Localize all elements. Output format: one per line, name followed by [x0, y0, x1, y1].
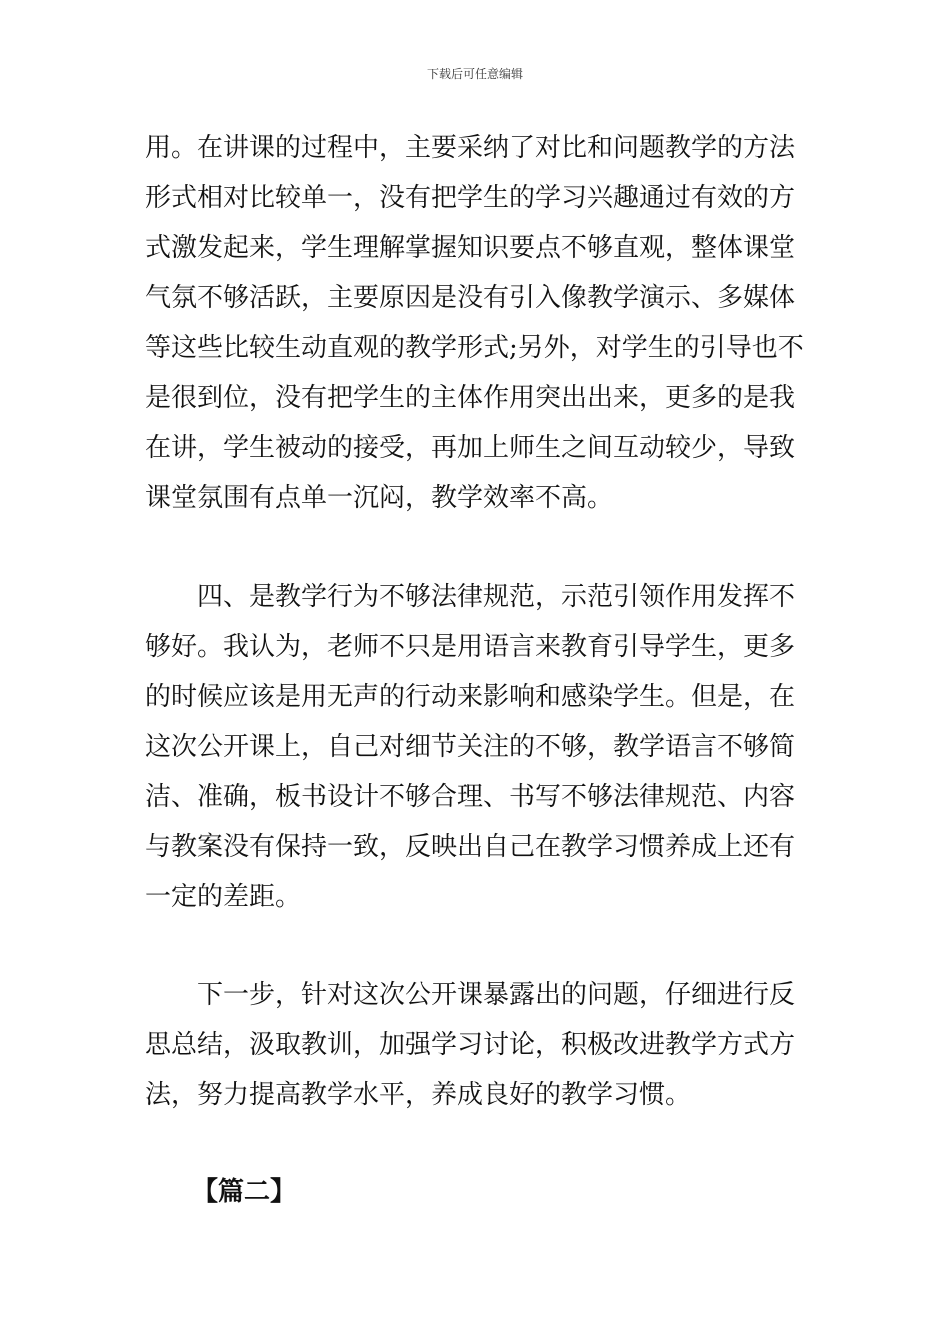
paragraph-2-line-5: 洁、准确，板书设计不够合理、书写不够法律规范、内容: [145, 782, 796, 812]
paragraph-1-line-8: 课堂氛围有点单一沉闷，教学效率不高。: [145, 483, 614, 513]
paragraph-2-line-6: 与教案没有保持一致，反映出自己在教学习惯养成上还有: [145, 832, 796, 862]
paragraph-3-line-1: 下一步，针对这次公开课暴露出的问题，仔细进行反: [197, 980, 796, 1010]
section-heading: 【篇二】: [192, 1177, 297, 1207]
paragraph-3-line-2: 思总结，汲取教训，加强学习讨论，积极改进教学方式方: [145, 1030, 796, 1060]
paragraph-2-line-4: 这次公开课上，自己对细节关注的不够，教学语言不够简: [145, 732, 796, 762]
paragraph-3-line-3: 法，努力提高教学水平，养成良好的教学习惯。: [145, 1080, 692, 1110]
paragraph-1-line-5: 等这些比较生动直观的教学形式;另外，对学生的引导也不: [145, 333, 804, 363]
header-note: 下载后可任意编辑: [426, 67, 523, 81]
paragraph-1-line-1: 用。在讲课的过程中，主要采纳了对比和问题教学的方法: [145, 133, 796, 163]
paragraph-1-line-3: 式激发起来，学生理解掌握知识要点不够直观，整体课堂: [145, 233, 796, 263]
paragraph-2-line-2: 够好。我认为，老师不只是用语言来教育引导学生，更多: [145, 632, 796, 662]
paragraph-1-line-6: 是很到位，没有把学生的主体作用突出出来，更多的是我: [145, 383, 796, 413]
paragraph-2-line-7: 一定的差距。: [145, 882, 302, 912]
paragraph-2-line-3: 的时候应该是用无声的行动来影响和感染学生。但是，在: [145, 682, 796, 712]
paragraph-1-line-7: 在讲，学生被动的接受，再加上师生之间互动较少，导致: [145, 433, 796, 463]
paragraph-2-line-1: 四、是教学行为不够法律规范，示范引领作用发挥不: [197, 582, 796, 612]
paragraph-1-line-2: 形式相对比较单一，没有把学生的学习兴趣通过有效的方: [145, 183, 796, 213]
paragraph-1-line-4: 气氛不够活跃，主要原因是没有引入像教学演示、多媒体: [145, 283, 796, 313]
